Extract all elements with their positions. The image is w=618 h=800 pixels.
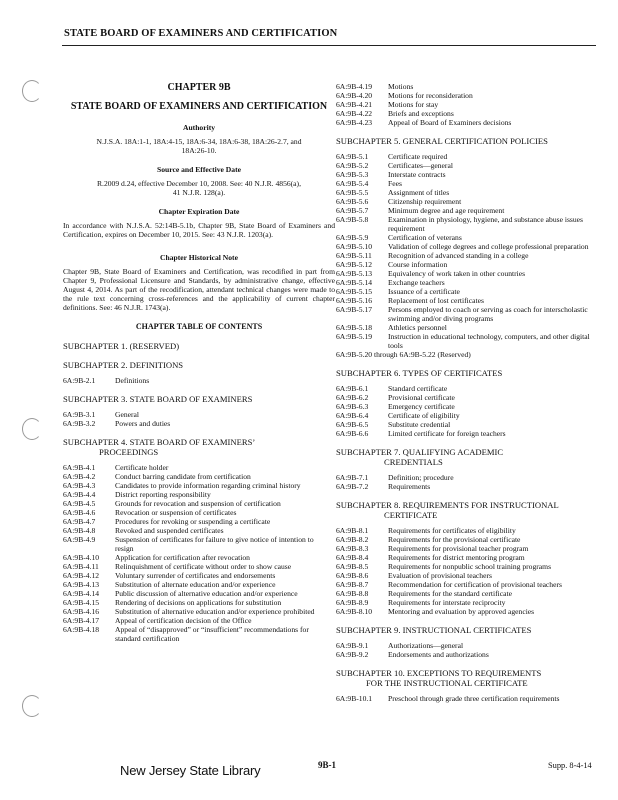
- section-number[interactable]: 6A:9B-4.17: [63, 616, 100, 625]
- toc-row: [336, 473, 600, 482]
- section-number[interactable]: 6A:9B-4.2: [63, 472, 96, 481]
- section-title: Certificates—general: [388, 161, 453, 170]
- section-title: Suspension of certificates for failure to give notice of intention to resign: [115, 535, 314, 553]
- section-title: Appeal of certification decision of the Office: [115, 616, 252, 625]
- toc-row: [336, 393, 600, 402]
- section-title: Limited certificate for foreign teachers: [388, 429, 506, 438]
- section-number[interactable]: 6A:9B-4.1: [63, 463, 96, 472]
- toc-row: [336, 100, 600, 109]
- section-title: Requirements for interstate reciprocity: [388, 598, 506, 607]
- section-title: Emergency certificate: [388, 402, 455, 411]
- history-heading: Chapter Historical Note: [160, 253, 238, 262]
- section-number[interactable]: 6A:9B-3.2: [63, 419, 96, 428]
- toc-row: [63, 526, 335, 535]
- toc-row: [336, 91, 600, 100]
- history-text: Chapter 9B, State Board of Examiners and Certification, was recodified in part from Chapter 9, Professional Licensure and Standards, by administrative change, effective August 4, 2014. As part of the recodification, attendant technical changes were made to the rule text concerning cross-references and the applicability of current chapter definitions. See: 46 N.J.R. 1743(a).: [63, 267, 335, 312]
- toc-row: [63, 490, 335, 499]
- toc-row: [336, 402, 600, 411]
- section-number[interactable]: 6A:9B-4.11: [63, 562, 99, 571]
- section-number[interactable]: 6A:9B-6.6: [336, 429, 369, 438]
- section-title: Minimum degree and age requirement: [388, 206, 505, 215]
- toc-heading: CHAPTER TABLE OF CONTENTS: [135, 322, 263, 331]
- section-number[interactable]: 6A:9B-5.7: [336, 206, 369, 215]
- toc-row: [336, 526, 600, 535]
- section-number[interactable]: 6A:9B-8.10: [336, 607, 373, 616]
- toc-row: [336, 650, 600, 659]
- section-title: Provisional certificate: [388, 393, 455, 402]
- toc-row: [336, 607, 600, 616]
- authority-heading: Authority: [182, 123, 216, 132]
- section-title: Substitution of alternate education and/or experience: [115, 580, 276, 589]
- section-title: Revoked and suspended certificates: [115, 526, 224, 535]
- toc-row: [63, 571, 335, 580]
- toc-row: [336, 535, 600, 544]
- section-number[interactable]: 6A:9B-9.2: [336, 650, 369, 659]
- toc-row: [336, 179, 600, 188]
- section-title: Powers and duties: [115, 419, 171, 428]
- section-number[interactable]: 6A:9B-5.12: [336, 260, 373, 269]
- section-title: Endorsements and authorizations: [388, 650, 489, 659]
- section-number[interactable]: 6A:9B-5.3: [336, 170, 369, 179]
- section-title: Public discussion of alternative education and/or experience: [115, 589, 298, 598]
- section-number[interactable]: 6A:9B-2.1: [63, 376, 96, 385]
- section-number[interactable]: 6A:9B-4.21: [336, 100, 373, 109]
- section-number[interactable]: 6A:9B-6.3: [336, 402, 369, 411]
- section-title: Certification of veterans: [388, 233, 462, 242]
- toc-row: [336, 323, 600, 332]
- section-number[interactable]: 6A:9B-4.20: [336, 91, 373, 100]
- section-number[interactable]: 6A:9B-4.14: [63, 589, 100, 598]
- section-number[interactable]: 6A:9B-5.18: [336, 323, 373, 332]
- section-title: Application for certification after revocation: [115, 553, 250, 562]
- expiration-heading: Chapter Expiration Date: [158, 207, 240, 216]
- section-number[interactable]: 6A:9B-5.19: [336, 332, 373, 341]
- section-number[interactable]: 6A:9B-6.1: [336, 384, 369, 393]
- subchapter-8-list: [336, 526, 600, 616]
- section-title: Voluntary surrender of certificates and endorsements: [115, 571, 276, 580]
- toc-row: [63, 535, 335, 553]
- toc-row: [336, 482, 600, 491]
- toc-row: [336, 215, 600, 233]
- section-title: Certificate holder: [115, 463, 169, 472]
- punch-hole: [22, 80, 42, 102]
- subchapter-10-list: [336, 694, 600, 703]
- section-title: Authorizations—general: [388, 641, 464, 650]
- section-title: Athletics personnel: [388, 323, 447, 332]
- section-title: Interstate contracts: [388, 170, 446, 179]
- section-number[interactable]: 6A:9B-8.2: [336, 535, 369, 544]
- section-title: Rendering of decisions on applications for substitution: [115, 598, 282, 607]
- section-number[interactable]: 6A:9B-3.1: [63, 410, 96, 419]
- section-title: Requirements for the provisional certificate: [388, 535, 521, 544]
- section-number[interactable]: 6A:9B-5.15: [336, 287, 373, 296]
- section-title: Motions for stay: [388, 100, 439, 109]
- toc-row: [63, 410, 335, 419]
- section-number[interactable]: 6A:9B-5.13: [336, 269, 373, 278]
- toc-row: [336, 197, 600, 206]
- section-title: Conduct barring candidate from certification: [115, 472, 251, 481]
- section-number[interactable]: 6A:9B-8.9: [336, 598, 369, 607]
- subchapter-9-heading: SUBCHAPTER 9. INSTRUCTIONAL CERTIFICATES: [336, 625, 532, 635]
- section-title: Briefs and exceptions: [388, 109, 454, 118]
- section-title: Assignment of titles: [388, 188, 450, 197]
- chapter-number: CHAPTER 9B: [167, 82, 231, 93]
- section-number[interactable]: 6A:9B-5.6: [336, 197, 369, 206]
- section-title: Exchange teachers: [388, 278, 445, 287]
- toc-row: [336, 278, 600, 287]
- subchapter-1-heading: SUBCHAPTER 1. (RESERVED): [63, 341, 180, 351]
- section-number[interactable]: 6A:9B-5.17: [336, 305, 373, 314]
- section-title: Standard certificate: [388, 384, 448, 393]
- section-title: Evaluation of provisional teachers: [388, 571, 492, 580]
- section-title: Examination in physiology, hygiene, and substance abuse issues requirement: [388, 215, 584, 233]
- toc-row: [336, 562, 600, 571]
- toc-row: [336, 411, 600, 420]
- toc-row: [336, 694, 600, 703]
- toc-row: [336, 296, 600, 305]
- subchapter-5-list: [336, 152, 600, 350]
- section-number[interactable]: 6A:9B-4.8: [63, 526, 96, 535]
- section-title: Relinquishment of certificate without order to show cause: [115, 562, 292, 571]
- section-number[interactable]: 6A:9B-4.4: [63, 490, 96, 499]
- section-title: Fees: [388, 179, 402, 188]
- section-title: Definition; procedure: [388, 473, 454, 482]
- section-number[interactable]: 6A:9B-8.3: [336, 544, 369, 553]
- toc-row: [336, 161, 600, 170]
- section-title: Revocation or suspension of certificates: [115, 508, 237, 517]
- section-number[interactable]: 6A:9B-4.7: [63, 517, 96, 526]
- section-title: District reporting responsibility: [115, 490, 211, 499]
- subchapter-8-heading: SUBCHAPTER 8. REQUIREMENTS FOR INSTRUCTIONAL: [336, 500, 559, 510]
- toc-row: [336, 242, 600, 251]
- section-number[interactable]: 6A:9B-4.15: [63, 598, 100, 607]
- section-number[interactable]: 6A:9B-4.22: [336, 109, 373, 118]
- toc-row: [63, 589, 335, 598]
- subchapter-4-list-cont: [336, 82, 600, 127]
- section-number[interactable]: 6A:9B-8.1: [336, 526, 369, 535]
- section-number[interactable]: 6A:9B-4.16: [63, 607, 100, 616]
- authority-text: N.J.S.A. 18A:1-1, 18A:4-15, 18A:6-34, 18A:6-38, 18A:26-2.7, and 18A:26-10.: [96, 137, 302, 155]
- toc-row: [63, 481, 335, 490]
- section-number[interactable]: 6A:9B-4.23: [336, 118, 373, 127]
- subchapter-5-heading: SUBCHAPTER 5. GENERAL CERTIFICATION POLICIES: [336, 136, 548, 146]
- toc-row: [63, 508, 335, 517]
- section-title: Mentoring and evaluation by approved agencies: [388, 607, 535, 616]
- section-title: Preschool through grade three certification requirements: [388, 694, 560, 703]
- section-number[interactable]: 6A:9B-7.1: [336, 473, 369, 482]
- section-number[interactable]: 6A:9B-5.16: [336, 296, 373, 305]
- toc-row: [336, 233, 600, 242]
- section-number[interactable]: 6A:9B-8.6: [336, 571, 369, 580]
- subchapter-8-heading-cont: CERTIFICATE: [384, 510, 438, 520]
- subchapter-6-list: [336, 384, 600, 438]
- section-title: Motions: [388, 82, 414, 91]
- section-number[interactable]: 6A:9B-6.2: [336, 393, 369, 402]
- section-number[interactable]: 6A:9B-5.9: [336, 233, 369, 242]
- section-number[interactable]: 6A:9B-7.2: [336, 482, 369, 491]
- section-title: Substitute credential: [388, 420, 451, 429]
- section-number[interactable]: 6A:9B-8.7: [336, 580, 369, 589]
- section-number[interactable]: 6A:9B-4.3: [63, 481, 96, 490]
- section-number[interactable]: 6A:9B-4.19: [336, 82, 373, 91]
- toc-row: [336, 118, 600, 127]
- punch-hole: [22, 418, 42, 440]
- toc-row: [336, 553, 600, 562]
- section-number[interactable]: 6A:9B-5.14: [336, 278, 373, 287]
- toc-row: [336, 82, 600, 91]
- section-number[interactable]: 6A:9B-4.6: [63, 508, 96, 517]
- toc-row: [336, 384, 600, 393]
- toc-row: [336, 544, 600, 553]
- toc-row: [63, 376, 335, 385]
- subchapter-7-heading: SUBCHAPTER 7. QUALIFYING ACADEMIC: [336, 447, 504, 457]
- toc-row: [336, 305, 600, 323]
- toc-row: [336, 580, 600, 589]
- toc-row: [63, 419, 335, 428]
- subchapter-4-list: [63, 463, 335, 643]
- subchapter-3-list: [63, 410, 335, 428]
- section-title: General: [115, 410, 140, 419]
- toc-row: [336, 206, 600, 215]
- section-title: Instruction in educational technology, computers, and other digital tools: [388, 332, 590, 350]
- toc-row: [63, 598, 335, 607]
- subchapter-2-heading: SUBCHAPTER 2. DEFINITIONS: [63, 360, 184, 370]
- toc-row: [336, 598, 600, 607]
- section-number[interactable]: 6A:9B-4.12: [63, 571, 100, 580]
- section-title: Grounds for revocation and suspension of certification: [115, 499, 281, 508]
- section-number[interactable]: 6A:9B-5.10: [336, 242, 373, 251]
- source-text: R.2009 d.24, effective December 10, 2008. See: 40 N.J.R. 4856(a), 41 N.J.R. 128(a).: [96, 179, 301, 197]
- section-number[interactable]: 6A:9B-4.9: [63, 535, 96, 544]
- punch-hole: [22, 695, 42, 717]
- section-number[interactable]: 6A:9B-5.2: [336, 161, 369, 170]
- toc-row: [63, 463, 335, 472]
- section-title: Requirements: [388, 482, 431, 491]
- section-number[interactable]: 6A:9B-8.5: [336, 562, 369, 571]
- subchapter-3-heading: SUBCHAPTER 3. STATE BOARD OF EXAMINERS: [63, 394, 253, 404]
- toc-row: [336, 109, 600, 118]
- toc-row: [336, 420, 600, 429]
- toc-row: [336, 251, 600, 260]
- section-title: Recognition of advanced standing in a college: [388, 251, 529, 260]
- section-title: Requirements for the standard certificate: [388, 589, 512, 598]
- section-number[interactable]: 6A:9B-6.5: [336, 420, 369, 429]
- toc-row: [336, 260, 600, 269]
- section-number[interactable]: 6A:9B-4.10: [63, 553, 100, 562]
- toc-row: [63, 580, 335, 589]
- toc-row: [336, 571, 600, 580]
- toc-row: [336, 641, 600, 650]
- header-rule: [62, 45, 596, 46]
- subchapter-7-heading-cont: CREDENTIALS: [384, 457, 443, 467]
- section-title: Persons employed to coach or serving as coach for interscholastic swimming and/or diving programs: [388, 305, 588, 323]
- page-number: 9B-1: [318, 760, 336, 770]
- section-title: Requirements for nonpublic school training programs: [388, 562, 552, 571]
- section-title: Appeal of “disapproved” or “insufficient” recommendations for standard certification: [115, 625, 309, 643]
- section-title: Certificate required: [388, 152, 448, 161]
- section-number[interactable]: 6A:9B-4.5: [63, 499, 96, 508]
- left-column: [63, 82, 335, 643]
- subchapter-4-heading-cont: PROCEEDINGS: [99, 447, 159, 457]
- subchapter-10-heading-cont: FOR THE INSTRUCTIONAL CERTIFICATE: [366, 678, 528, 688]
- section-title: Motions for reconsideration: [388, 91, 473, 100]
- section-title: Replacement of lost certificates: [388, 296, 484, 305]
- section-title: Equivalency of work taken in other countries: [388, 269, 526, 278]
- section-title: Substitution of alternative education and/or experience prohibited: [115, 607, 315, 616]
- section-title: Course information: [388, 260, 448, 269]
- chapter-title: STATE BOARD OF EXAMINERS AND CERTIFICATION: [70, 101, 328, 112]
- library-stamp: New Jersey State Library: [120, 763, 261, 778]
- section-number[interactable]: 6A:9B-4.13: [63, 580, 100, 589]
- supplement-date: Supp. 8-4-14: [548, 761, 592, 770]
- subchapter-6-heading: SUBCHAPTER 6. TYPES OF CERTIFICATES: [336, 368, 503, 378]
- toc-row: [336, 589, 600, 598]
- section-number[interactable]: 6A:9B-4.18: [63, 625, 100, 634]
- toc-row: [336, 170, 600, 179]
- section-title: Procedures for revoking or suspending a certificate: [115, 517, 271, 526]
- toc-row: [336, 287, 600, 296]
- running-head: STATE BOARD OF EXAMINERS AND CERTIFICATION: [64, 28, 338, 39]
- subchapter-7-list: [336, 473, 600, 491]
- section-title: Validation of college degrees and college professional preparation: [388, 242, 589, 251]
- section-number[interactable]: 6A:9B-8.4: [336, 553, 369, 562]
- subchapter-2-list: [63, 376, 335, 385]
- toc-row: [63, 616, 335, 625]
- toc-row: [336, 332, 600, 350]
- toc-row: [63, 517, 335, 526]
- expiration-text: In accordance with N.J.S.A. 52:14B-5.1b, Chapter 9B, State Board of Examiners and Certification, expires on December 10, 2015. See: 43 N.J.R. 1203(a).: [63, 221, 335, 239]
- reserved-range: 6A:9B-5.20 through 6A:9B-5.22 (Reserved): [336, 350, 471, 359]
- toc-row: [336, 269, 600, 278]
- toc-row: [336, 152, 600, 161]
- toc-row: [63, 607, 335, 616]
- subchapter-9-list: [336, 641, 600, 659]
- section-title: Certificate of eligibility: [388, 411, 460, 420]
- subchapter-10-heading: SUBCHAPTER 10. EXCEPTIONS TO REQUIREMENTS: [336, 668, 542, 678]
- section-number[interactable]: 6A:9B-5.4: [336, 179, 369, 188]
- toc-row: [336, 429, 600, 438]
- section-number[interactable]: 6A:9B-10.1: [336, 694, 373, 703]
- section-number[interactable]: 6A:9B-8.8: [336, 589, 369, 598]
- toc-row: [63, 553, 335, 562]
- section-title: Candidates to provide information regarding criminal history: [115, 481, 301, 490]
- right-column: [336, 82, 600, 703]
- section-number[interactable]: 6A:9B-5.8: [336, 215, 369, 224]
- toc-row: [63, 625, 335, 643]
- section-number[interactable]: 6A:9B-5.1: [336, 152, 369, 161]
- toc-row: [63, 472, 335, 481]
- source-heading: Source and Effective Date: [156, 165, 241, 174]
- section-number[interactable]: 6A:9B-6.4: [336, 411, 369, 420]
- section-title: Requirements for provisional teacher program: [388, 544, 529, 553]
- section-title: Recommendation for certification of provisional teachers: [388, 580, 562, 589]
- section-title: Issuance of a certificate: [388, 287, 460, 296]
- section-number[interactable]: 6A:9B-5.5: [336, 188, 369, 197]
- subchapter-4-heading: SUBCHAPTER 4. STATE BOARD OF EXAMINERS’: [63, 437, 256, 447]
- toc-row: [336, 188, 600, 197]
- section-number[interactable]: 6A:9B-9.1: [336, 641, 369, 650]
- toc-row: [63, 499, 335, 508]
- toc-row: [63, 562, 335, 571]
- section-title: Citizenship requirement: [388, 197, 462, 206]
- section-title: Definitions: [115, 376, 150, 385]
- section-title: Requirements for certificates of eligibility: [388, 526, 516, 535]
- section-number[interactable]: 6A:9B-5.11: [336, 251, 372, 260]
- section-title: Appeal of Board of Examiners decisions: [388, 118, 512, 127]
- section-title: Requirements for district mentoring program: [388, 553, 525, 562]
